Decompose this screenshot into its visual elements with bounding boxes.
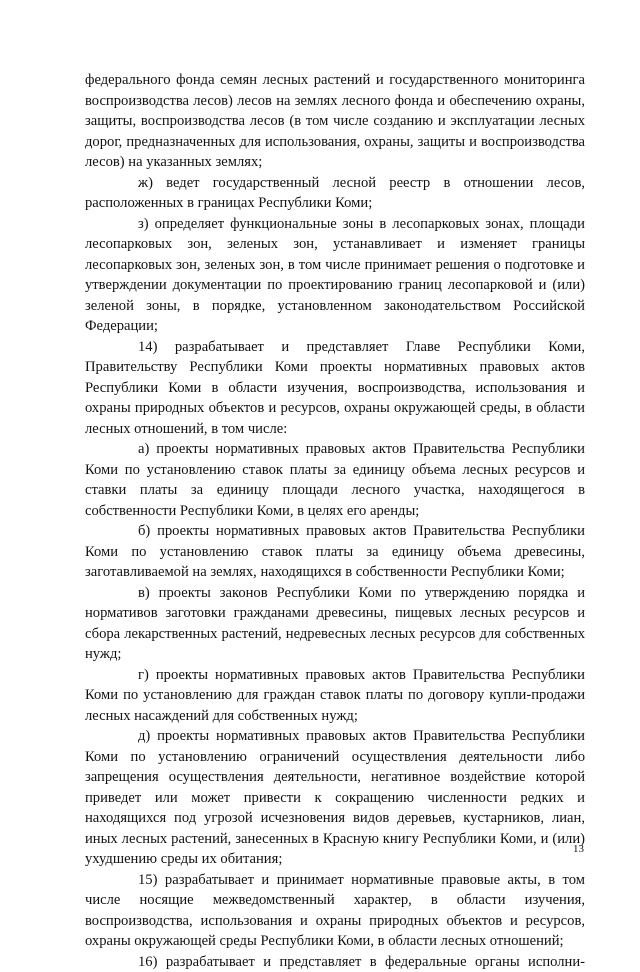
page-number: 13 (573, 843, 584, 855)
paragraph: в) проекты законов Республики Коми по утверждению порядка и нормативов заготовки гражданами древесины, пищевых лесных ресурсов и сбора лекарственных растений, недревесных лесных ресурсов для собственных нужд; (85, 583, 585, 665)
paragraph: д) проекты нормативных правовых актов Правительства Республики Коми по установлению ограничений осуществления деятельности либо запрещения осуществления деятельности, негативное воздействие которой приведет или может привести к сокращению численности редких и находящихся под угрозой исчезновения видов деревьев, кустарников, лиан, иных лесных растений, занесенных в Красную книгу Республики Коми, и (или) ухудшению среды их обитания; (85, 726, 585, 870)
paragraph: ж) ведет государственный лесной реестр в отношении лесов, расположенных в границах Республики Коми; (85, 173, 585, 214)
paragraph: 14) разрабатывает и представляет Главе Республики Коми, Правительству Республики Коми проекты нормативных правовых актов Республики Коми в области изучения, воспроизводства, использования и охраны природных объектов и ресурсов, охраны окружающей среды, в области лесных отношений, в том числе: (85, 337, 585, 440)
paragraph: 15) разрабатывает и принимает нормативные правовые акты, в том числе носящие межведомственный характер, в области изучения, воспроизводства, использования и охраны природных объектов и ресурсов, охраны окружающей среды Республики Коми, в области лесных отношений; (85, 870, 585, 952)
paragraph: г) проекты нормативных правовых актов Правительства Республики Коми по установлению для граждан ставок платы по договору купли-продажи лесных насаждений для собственных нужд; (85, 665, 585, 727)
paragraph: а) проекты нормативных правовых актов Правительства Республики Коми по установлению ставок платы за единицу объема лесных ресурсов и ставки платы за единицу площади лесного участка, находящегося в собственности Республики Коми, в целях его аренды; (85, 439, 585, 521)
paragraph: з) определяет функциональные зоны в лесопарковых зонах, площади лесопарковых зон, зеленых зон, устанавливает и изменяет границы лесопарковых зон, зеленых зон, в том числе принимает решения о подготовке и утверждении документации по проектированию границ лесопарковой и (или) зеленой зоны, в порядке, установленном законодательством Российской Федерации; (85, 214, 585, 337)
paragraph: федерального фонда семян лесных растений и государственного мониторинга воспроизводства лесов) лесов на землях лесного фонда и обеспечению охраны, защиты, воспроизводства лесов (в том числе созданию и эксплуатации лесных дорог, предназначенных для использования, охраны, защиты и воспроизводства лесов) на указанных землях; (85, 70, 585, 173)
document-body (85, 70, 585, 972)
paragraph: б) проекты нормативных правовых актов Правительства Республики Коми по установлению ставок платы за единицу объема древесины, заготавливаемой на землях, находящихся в собственности Республики Коми; (85, 521, 585, 583)
paragraph-last: 16) разрабатывает и представляет в федеральные органы исполни- (85, 952, 585, 972)
